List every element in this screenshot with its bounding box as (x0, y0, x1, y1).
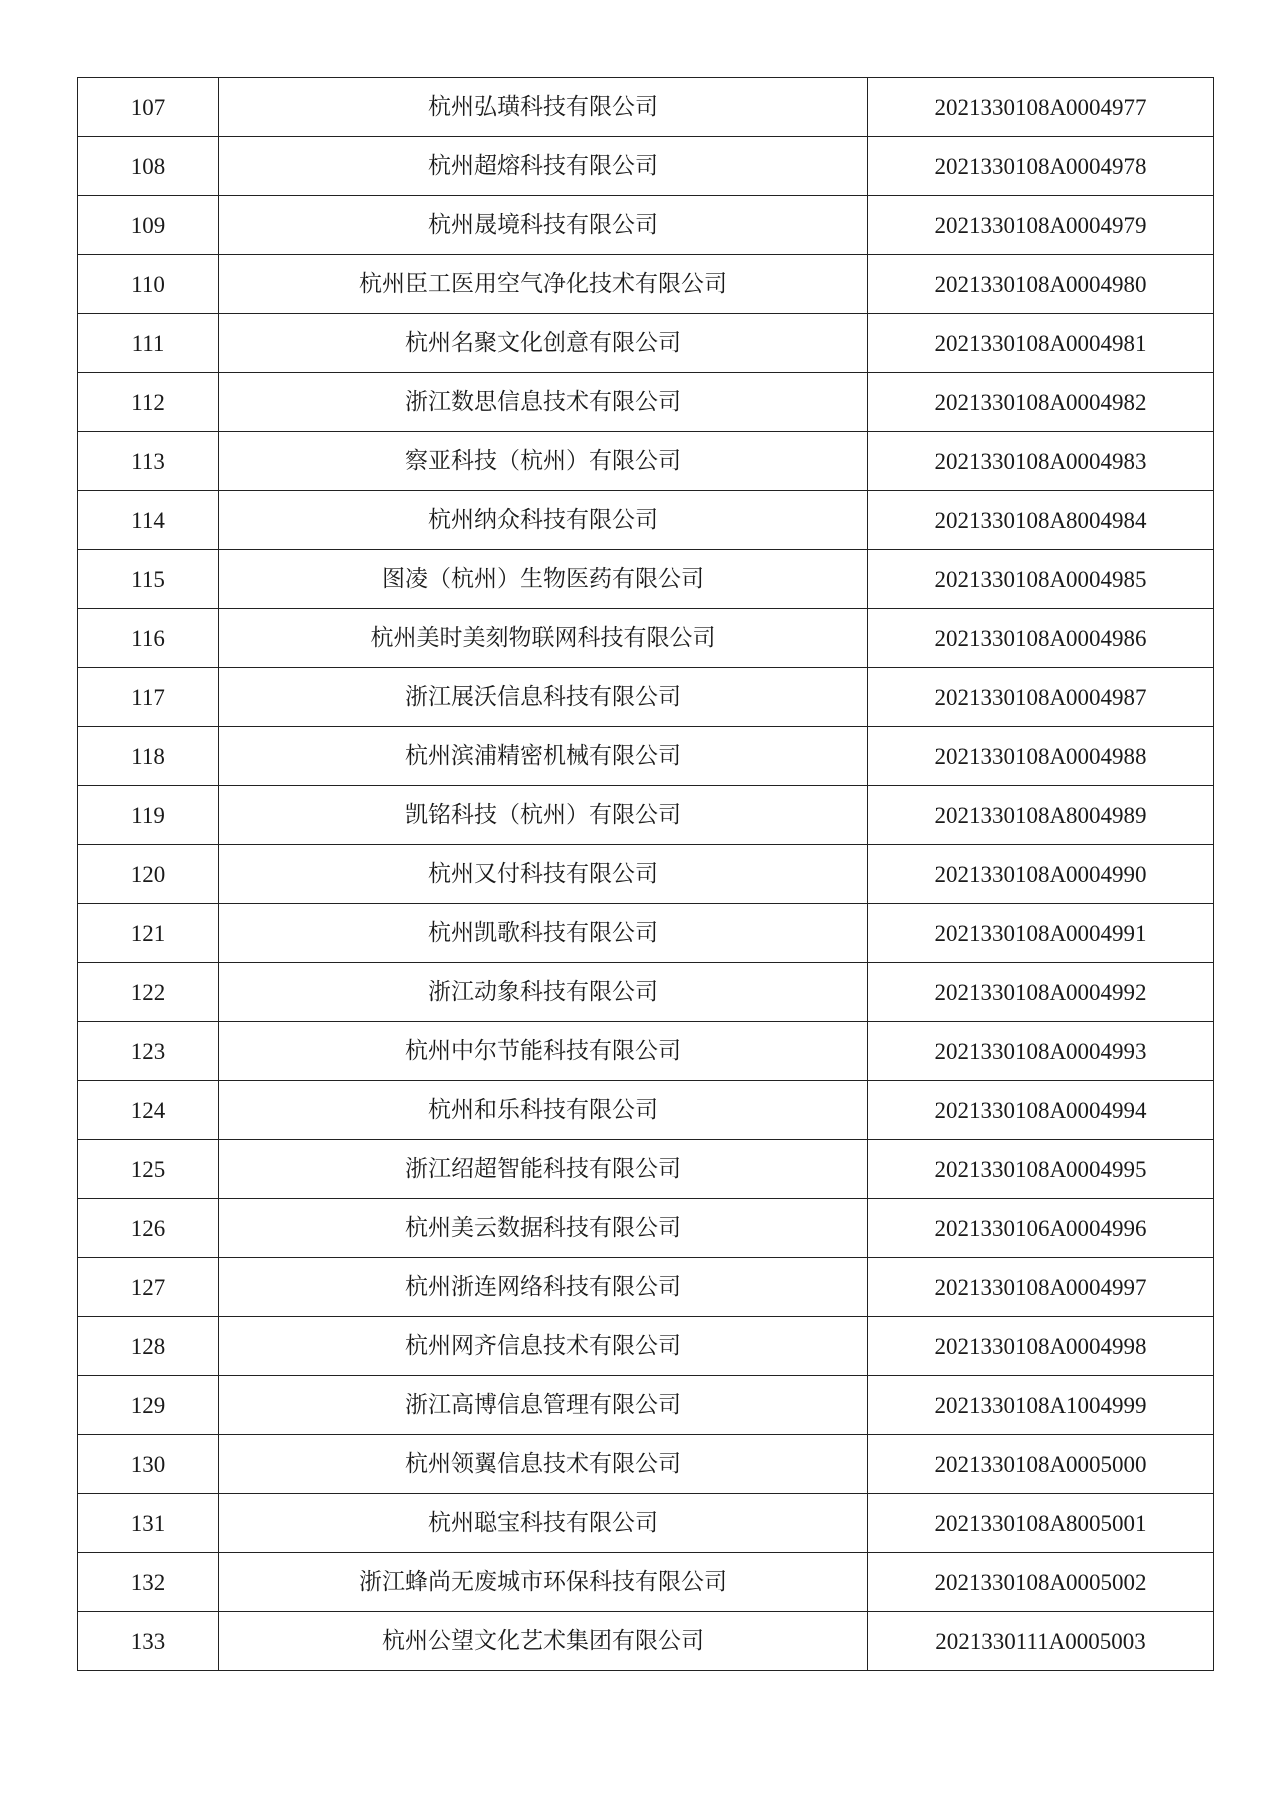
company-name-cell: 杭州浙连网络科技有限公司 (219, 1258, 868, 1317)
registration-code-cell: 2021330108A0005000 (868, 1435, 1214, 1494)
registration-code-cell: 2021330108A0004979 (868, 196, 1214, 255)
company-name-cell: 凯铭科技（杭州）有限公司 (219, 786, 868, 845)
registration-code-cell: 2021330108A0004988 (868, 727, 1214, 786)
table-row (78, 1435, 1214, 1494)
registration-code-cell: 2021330108A0004998 (868, 1317, 1214, 1376)
table-row (78, 314, 1214, 373)
table-row (78, 609, 1214, 668)
row-number-cell: 110 (78, 255, 219, 314)
row-number-cell: 117 (78, 668, 219, 727)
table-row (78, 1494, 1214, 1553)
registration-code-cell: 2021330111A0005003 (868, 1612, 1214, 1671)
company-name-cell: 浙江动象科技有限公司 (219, 963, 868, 1022)
registration-code-cell: 2021330108A0004993 (868, 1022, 1214, 1081)
row-number-cell: 124 (78, 1081, 219, 1140)
table-row (78, 1612, 1214, 1671)
registration-code-cell: 2021330108A0004991 (868, 904, 1214, 963)
registration-code-cell: 2021330108A0004983 (868, 432, 1214, 491)
table-row (78, 1553, 1214, 1612)
registration-code-cell: 2021330108A0004994 (868, 1081, 1214, 1140)
registration-code-cell: 2021330108A0004981 (868, 314, 1214, 373)
company-name-cell: 浙江展沃信息科技有限公司 (219, 668, 868, 727)
registration-code-cell: 2021330108A0004995 (868, 1140, 1214, 1199)
registration-code-cell: 2021330108A0004987 (868, 668, 1214, 727)
table-row (78, 373, 1214, 432)
company-name-cell: 杭州臣工医用空气净化技术有限公司 (219, 255, 868, 314)
row-number-cell: 111 (78, 314, 219, 373)
row-number-cell: 122 (78, 963, 219, 1022)
table-row (78, 1258, 1214, 1317)
registration-code-cell: 2021330108A0004982 (868, 373, 1214, 432)
row-number-cell: 108 (78, 137, 219, 196)
company-name-cell: 杭州超熔科技有限公司 (219, 137, 868, 196)
row-number-cell: 114 (78, 491, 219, 550)
table-row (78, 196, 1214, 255)
company-name-cell: 杭州公望文化艺术集团有限公司 (219, 1612, 868, 1671)
table-row (78, 1081, 1214, 1140)
company-name-cell: 杭州滨浦精密机械有限公司 (219, 727, 868, 786)
table-row (78, 727, 1214, 786)
company-name-cell: 杭州美云数据科技有限公司 (219, 1199, 868, 1258)
registration-code-cell: 2021330108A0004978 (868, 137, 1214, 196)
registration-code-cell: 2021330108A8004989 (868, 786, 1214, 845)
row-number-cell: 131 (78, 1494, 219, 1553)
row-number-cell: 123 (78, 1022, 219, 1081)
company-name-cell: 浙江绍超智能科技有限公司 (219, 1140, 868, 1199)
table-row (78, 845, 1214, 904)
company-name-cell: 杭州和乐科技有限公司 (219, 1081, 868, 1140)
row-number-cell: 112 (78, 373, 219, 432)
table-row (78, 550, 1214, 609)
company-name-cell: 杭州美时美刻物联网科技有限公司 (219, 609, 868, 668)
row-number-cell: 129 (78, 1376, 219, 1435)
row-number-cell: 116 (78, 609, 219, 668)
company-name-cell: 浙江蜂尚无废城市环保科技有限公司 (219, 1553, 868, 1612)
registration-code-cell: 2021330108A0004997 (868, 1258, 1214, 1317)
company-name-cell: 察亚科技（杭州）有限公司 (219, 432, 868, 491)
company-name-cell: 杭州纳众科技有限公司 (219, 491, 868, 550)
table-row (78, 1376, 1214, 1435)
company-name-cell: 杭州弘璜科技有限公司 (219, 78, 868, 137)
table-row (78, 1199, 1214, 1258)
registration-code-cell: 2021330108A0005002 (868, 1553, 1214, 1612)
company-name-cell: 杭州晟境科技有限公司 (219, 196, 868, 255)
registration-code-cell: 2021330108A8004984 (868, 491, 1214, 550)
company-name-cell: 杭州网齐信息技术有限公司 (219, 1317, 868, 1376)
row-number-cell: 109 (78, 196, 219, 255)
row-number-cell: 128 (78, 1317, 219, 1376)
company-name-cell: 杭州领翼信息技术有限公司 (219, 1435, 868, 1494)
company-name-cell: 杭州又付科技有限公司 (219, 845, 868, 904)
company-name-cell: 浙江高博信息管理有限公司 (219, 1376, 868, 1435)
row-number-cell: 113 (78, 432, 219, 491)
table-row (78, 668, 1214, 727)
table-row (78, 432, 1214, 491)
registration-code-cell: 2021330106A0004996 (868, 1199, 1214, 1258)
table-row (78, 904, 1214, 963)
company-name-cell: 杭州聪宝科技有限公司 (219, 1494, 868, 1553)
registration-code-cell: 2021330108A1004999 (868, 1376, 1214, 1435)
table-row (78, 78, 1214, 137)
row-number-cell: 130 (78, 1435, 219, 1494)
registration-code-cell: 2021330108A0004990 (868, 845, 1214, 904)
registration-code-cell: 2021330108A0004992 (868, 963, 1214, 1022)
row-number-cell: 127 (78, 1258, 219, 1317)
company-name-cell: 浙江数思信息技术有限公司 (219, 373, 868, 432)
table-row (78, 1317, 1214, 1376)
table-row (78, 786, 1214, 845)
row-number-cell: 133 (78, 1612, 219, 1671)
row-number-cell: 119 (78, 786, 219, 845)
company-name-cell: 杭州名聚文化创意有限公司 (219, 314, 868, 373)
table-row (78, 1140, 1214, 1199)
company-registry-table (77, 77, 1214, 1671)
registration-code-cell: 2021330108A0004977 (868, 78, 1214, 137)
table-body (78, 78, 1214, 1671)
row-number-cell: 115 (78, 550, 219, 609)
table-row (78, 1022, 1214, 1081)
row-number-cell: 107 (78, 78, 219, 137)
registration-code-cell: 2021330108A0004980 (868, 255, 1214, 314)
registration-code-cell: 2021330108A0004986 (868, 609, 1214, 668)
company-name-cell: 杭州凯歌科技有限公司 (219, 904, 868, 963)
table-row (78, 255, 1214, 314)
table-row (78, 137, 1214, 196)
registration-code-cell: 2021330108A8005001 (868, 1494, 1214, 1553)
row-number-cell: 118 (78, 727, 219, 786)
table-row (78, 963, 1214, 1022)
company-name-cell: 图凌（杭州）生物医药有限公司 (219, 550, 868, 609)
row-number-cell: 126 (78, 1199, 219, 1258)
table-row (78, 491, 1214, 550)
row-number-cell: 121 (78, 904, 219, 963)
row-number-cell: 125 (78, 1140, 219, 1199)
row-number-cell: 120 (78, 845, 219, 904)
row-number-cell: 132 (78, 1553, 219, 1612)
company-name-cell: 杭州中尔节能科技有限公司 (219, 1022, 868, 1081)
registration-code-cell: 2021330108A0004985 (868, 550, 1214, 609)
